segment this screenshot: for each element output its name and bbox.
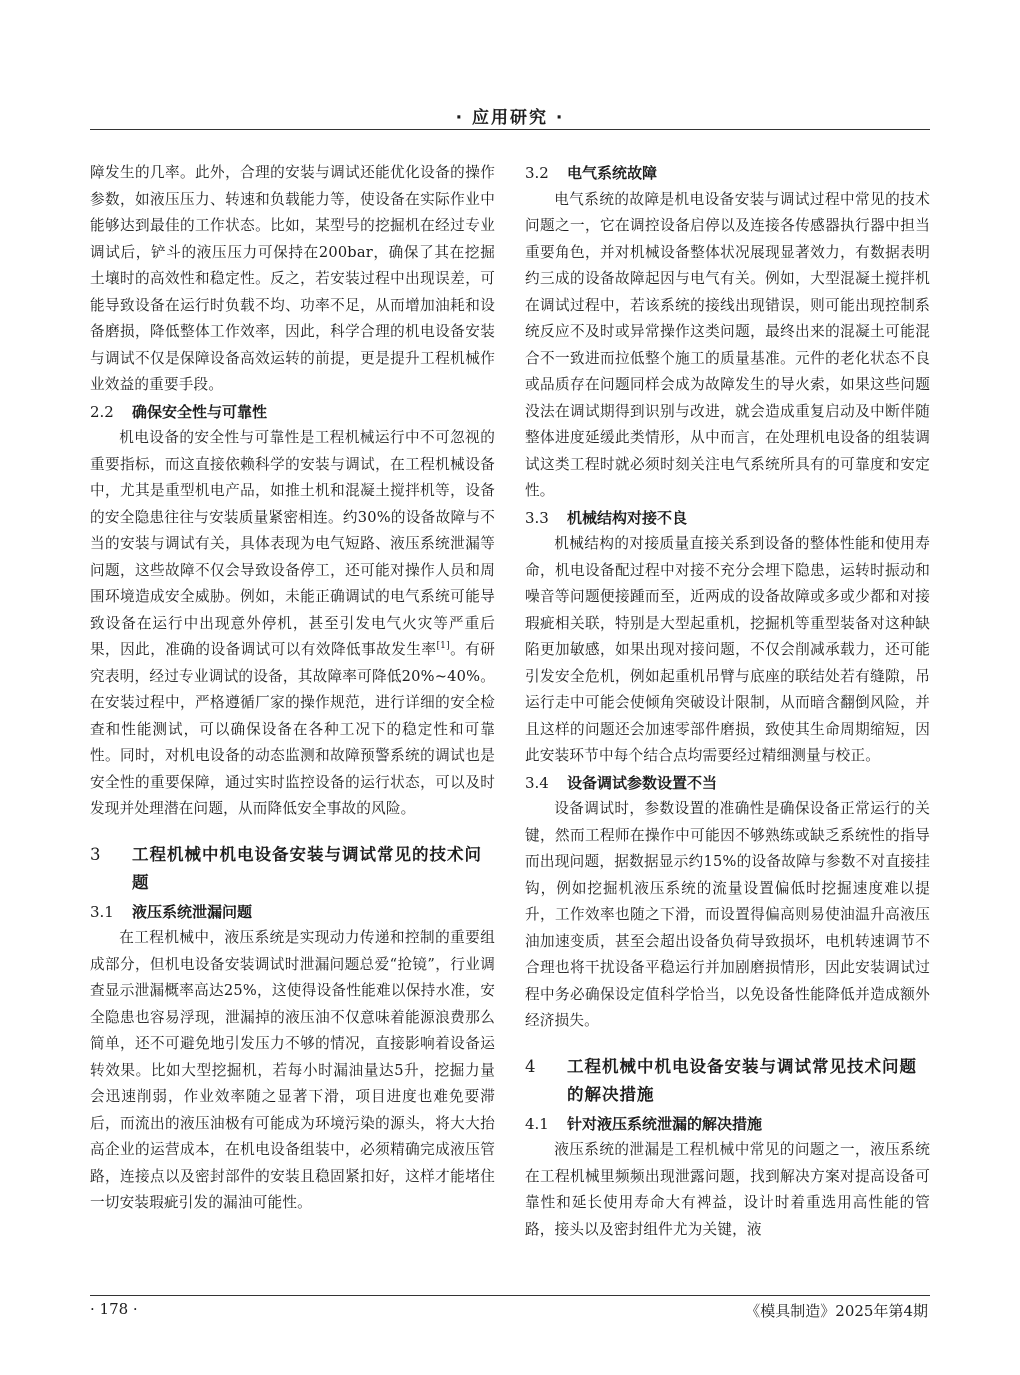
section-number: 3.1 <box>90 902 114 921</box>
section-number: 4.1 <box>525 1114 549 1133</box>
left-column <box>90 160 495 1217</box>
section-heading-4 <box>525 1053 930 1109</box>
paragraph <box>90 425 495 823</box>
paragraph-text: 机电设备的安全性与可靠性是工程机械运行中不可忽视的重要指标，而这直接依赖科学的安装与调试，在工程机械设备中，尤其是重型机电产品，如推土机和混凝土搅拌机等，设备的安全隐患往往与安装质量紧密相连。约30%的设备故障与不当的安装与调试有关，具体表现为电气短路、液压系统泄漏等问题，这些故障不仅会导致设备停工，还可能对操作人员和周围环境造成安全威胁。例如，未能正确调试的电气系统可能导致设备在运行中出现意外停机，甚至引发电气火灾等严重后果，因此，准确的设备调试可以有效降低事故发生率 <box>90 429 495 658</box>
paragraph: 设备调试时，参数设置的准确性是确保设备正常运行的关键，然而工程师在操作中可能因不够熟练或缺乏系统性的指导而出现问题，据数据显示约15%的设备故障与参数不对直接挂钩，例如挖掘机液压系统的流量设置偏低时挖掘速度难以提升，工作效率也随之下滑，而设置得偏高则易使油温升高液压油加速变质，甚至会超出设备负荷导致损坏，电机转速调节不合理也将干扰设备平稳运行并加剧磨损情形，因此安装调试过程中务必确保设定值科学恰当，以免设备性能降低并造成额外经济损失。 <box>525 800 930 1029</box>
page-number: · 178 · <box>90 1300 138 1318</box>
section-title: 机械结构对接不良 <box>567 508 688 527</box>
section-heading-3-4 <box>525 770 930 797</box>
section-title: 电气系统故障 <box>567 164 658 182</box>
section-title: 工程机械中机电设备安装与调试常见技术问题的解决措施 <box>567 1056 917 1104</box>
header-rule <box>90 129 930 130</box>
section-heading-3-2 <box>525 160 930 187</box>
journal-issue: 《模具制造》2025年第4期 <box>745 1302 928 1320</box>
section-number: 3.2 <box>525 164 549 182</box>
section-heading-3-1 <box>90 899 495 926</box>
section-title: 液压系统泄漏问题 <box>132 902 253 921</box>
section-title: 针对液压系统泄漏的解决措施 <box>567 1114 763 1133</box>
paragraph: 机械结构的对接质量直接关系到设备的整体性能和使用寿命，机电设备配过程中对接不充分会埋下隐患，运转时振动和噪音等问题便接踵而至，近两成的设备故障或多或少都和对接瑕疵相关联，特别是大型起重机，挖掘机等重型装备对这种缺陷更加敏感，如果出现对接问题，不仅会削减承载力，还可能引发安全危机，例如起重机吊臂与底座的联结处若有缝隙，吊运行走中可能会使倾角突破设计限制，从而暗含翻倒风险，并且这样的问题还会加速零部件磨损，致使其生命周期缩短，因此安装环节中每个结合点均需要经过精细测量与校正。 <box>525 535 930 764</box>
footer-rule <box>90 1295 930 1296</box>
citation-ref: [1] <box>436 641 450 652</box>
section-number: 2.2 <box>90 402 114 421</box>
section-title: 确保安全性与可靠性 <box>132 402 268 421</box>
section-title: 设备调试参数设置不当 <box>567 773 718 792</box>
section-heading-4-1 <box>525 1111 930 1138</box>
section-number: 4 <box>525 1056 536 1076</box>
section-heading-2-2 <box>90 399 495 426</box>
section-heading-3-3 <box>525 505 930 532</box>
running-header: · 应用研究 · <box>455 108 565 128</box>
section-heading-3 <box>90 841 495 897</box>
section-title: 工程机械中机电设备安装与调试常见的技术问题 <box>132 844 482 892</box>
paragraph: 在工程机械中，液压系统是实现动力传递和控制的重要组成部分，但机电设备安装调试时泄漏问题总爱“抢镜”，行业调查显示泄漏概率高达25%，这使得设备性能难以保持水准，安全隐患也容易浮现，泄漏掉的液压油不仅意味着能源浪费那么简单，还不可避免地引发压力不够的情况，直接影响着设备运转效果。比如大型挖掘机，若每小时漏油量达5升，挖掘力量会迅速削弱，作业效率随之显著下滑，项目进度也难免要滞后，而流出的液压油极有可能成为环境污染的源头，将大大抬高企业的运营成本，在机电设备组装中，必须精确完成液压管路，连接点以及密封部件的安装且稳固紧扣好，这样才能堵住一切安装瑕疵引发的漏油可能性。 <box>90 929 495 1211</box>
paragraph: 障发生的几率。此外，合理的安装与调试还能优化设备的操作参数，如液压压力、转速和负载能力等，使设备在实际作业中能够达到最佳的工作状态。比如，某型号的挖掘机在经过专业调试后，铲斗的液压压力可保持在200bar，确保了其在挖掘土壤时的高效性和稳定性。反之，若安装过程中出现误差，可能导致设备在运行时负载不均、功率不足，从而增加油耗和设备磨损，降低整体工作效率，因此，科学合理的机电设备安装与调试不仅是保障设备高效运转的前提，更是提升工程机械作业效益的重要手段。 <box>90 164 495 393</box>
paragraph: 液压系统的泄漏是工程机械中常见的问题之一，液压系统在工程机械里频频出现泄露问题，找到解决方案对提高设备可靠性和延长使用寿命大有裨益，设计时着重选用高性能的管路，接头以及密封组件尤为关键，液 <box>525 1141 930 1238</box>
paragraph-text: 。有研究表明，经过专业调试的设备，其故障率可降低20%~40%。在安装过程中，严格遵循厂家的操作规范，进行详细的安全检查和性能测试，可以确保设备在各种工况下的稳定性和可靠性。同时，对机电设备的动态监测和故障预警系统的调试也是安全性的重要保障，通过实时监控设备的运行状态，可以及时发现并处理潜在问题，从而降低安全事故的风险。 <box>90 641 495 817</box>
paragraph: 电气系统的故障是机电设备安装与调试过程中常见的技术问题之一，它在调控设备启停以及连接各传感器执行器中担当重要角色，并对机械设备整体状况展现显著效力，有数据表明约三成的设备故障起因与电气有关。例如，大型混凝土搅拌机在调试过程中，若该系统的接线出现错误，则可能出现控制系统反应不及时或异常操作这类问题，最终出来的混凝土可能混合不一致进而拉低整个施工的质量基准。元件的老化状态不良或品质存在问题同样会成为故障发生的导火索，如果这些问题没法在调试期得到识别与改进，就会造成重复启动及中断伴随整体进度延缓此类情形，从中而言，在处理机电设备的组装调试这类工程时就必须时刻关注电气系统所具有的可靠度和安定性。 <box>525 190 930 499</box>
section-number: 3.4 <box>525 773 549 792</box>
right-column <box>525 160 930 1243</box>
section-number: 3.3 <box>525 508 549 527</box>
section-number: 3 <box>90 844 101 864</box>
